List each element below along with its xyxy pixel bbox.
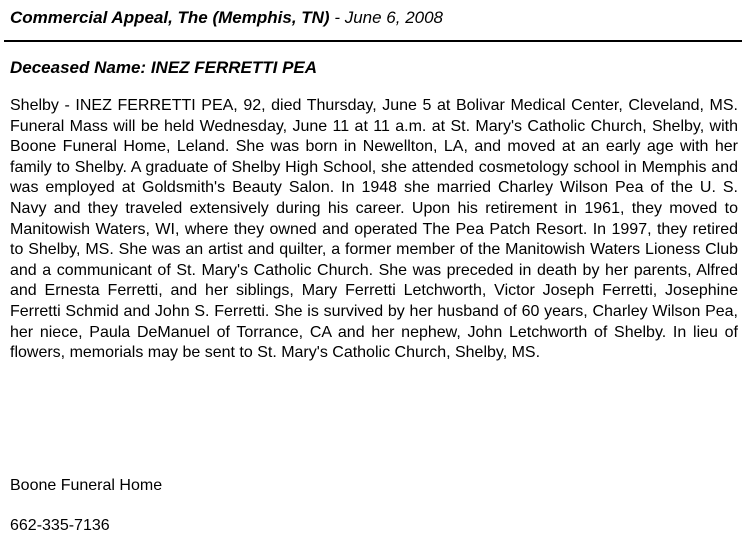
header-separator: -: [329, 8, 345, 27]
obituary-body: Shelby - INEZ FERRETTI PEA, 92, died Thursday, June 5 at Bolivar Medical Center, Cleveland, MS. Funeral Mass will be held Wednesday, June 11 at 11 a.m. at St. Mary's Catholic Church, Shelby, with Boone Funeral Home, Leland. She was born in Newellton, LA, and moved at an early age with her family to Shelby. A graduate of Shelby High School, she attended cosmetology school in Memphis and was employed at Goldsmith's Beauty Salon. In 1948 she married Charley Wilson Pea of the U. S. Navy and they traveled extensively during his career. Upon his retirement in 1961, they moved to Manitowish Waters, WI, where they owned and operated The Pea Patch Resort. In 1997, they retired to Shelby, MS. She was an artist and quilter, a former member of the Manitowish Waters Lioness Club and a communicant of St. Mary's Catholic Church. She was preceded in death by her parents, Alfred and Ernesta Ferretti, and her siblings, Mary Ferretti Letchworth, Victor Joseph Ferretti, Josephine Ferretti Schmid and John S. Ferretti. She is survived by her husband of 60 years, Charley Wilson Pea, her niece, Paula DeManuel of Torrance, CA and her nephew, John Letchworth of Shelby. In lieu of flowers, memorials may be sent to St. Mary's Catholic Church, Shelby, MS.: [10, 97, 738, 362]
funeral-home-name: Boone Funeral Home: [10, 477, 163, 494]
publication-header: [10, 8, 443, 28]
deceased-name: INEZ FERRETTI PEA: [150, 58, 318, 77]
header-divider: [4, 40, 742, 42]
publication-date: June 6, 2008: [344, 8, 444, 27]
deceased-label: Deceased Name:: [10, 58, 151, 77]
deceased-name-heading: [10, 58, 317, 78]
funeral-home-phone: 662-335-7136: [10, 517, 110, 534]
publication-name: Commercial Appeal, The (Memphis, TN): [10, 8, 330, 27]
